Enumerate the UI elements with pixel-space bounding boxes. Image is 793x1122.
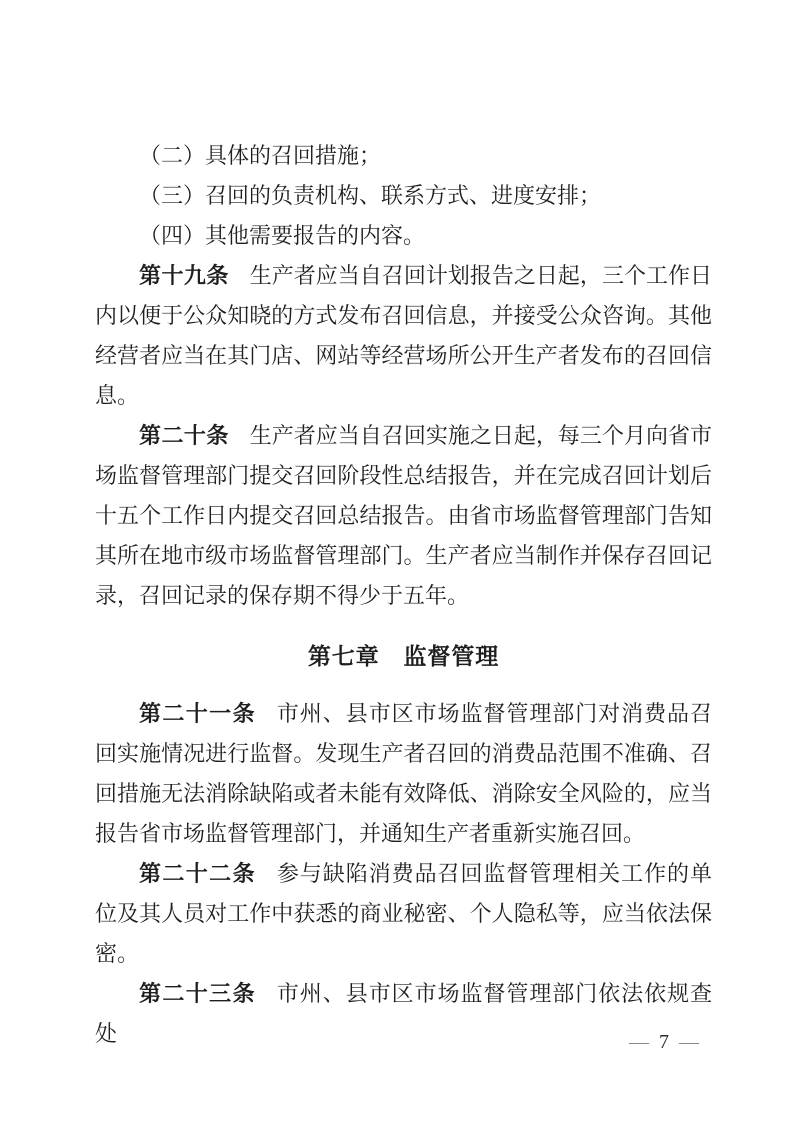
article-number: 第二十条 bbox=[139, 423, 229, 448]
article-paragraph bbox=[95, 416, 712, 616]
article-text: 参与缺陷消费品召回监督管理相关工作的单位及其人员对工作中获悉的商业秘密、个人隐私等，应当依法保密。 bbox=[95, 861, 712, 966]
page-footer bbox=[598, 1030, 730, 1054]
text-block bbox=[95, 136, 712, 1054]
article-paragraph bbox=[95, 256, 712, 416]
article-number: 第二十二条 bbox=[139, 861, 256, 886]
article-number: 第十九条 bbox=[139, 263, 229, 288]
article-number: 第二十三条 bbox=[139, 981, 256, 1006]
page-number: 7 bbox=[659, 1031, 669, 1053]
list-item: （三）召回的负责机构、联系方式、进度安排； bbox=[139, 183, 602, 208]
article-text: 生产者应当自召回计划报告之日起，三个工作日内以便于公众知晓的方式发布召回信息，并接受公众咨询。其他经营者应当在其门店、网站等经营场所公开生产者发布的召回信息。 bbox=[95, 263, 712, 408]
article-text: 市州、县市区市场监督管理部门对消费品召回实施情况进行监督。发现生产者召回的消费品范围不准确、召回措施无法消除缺陷或者未能有效降低、消除安全风险的，应当报告省市场监督管理部门，并通知生产者重新实施召回。 bbox=[95, 701, 712, 846]
page-number-dash-right: — bbox=[679, 1031, 699, 1053]
list-item: （二）具体的召回措施； bbox=[139, 143, 382, 168]
article-paragraph bbox=[95, 694, 712, 854]
article-paragraph bbox=[95, 854, 712, 974]
page-number-dash-left: — bbox=[629, 1031, 649, 1053]
article-text: 市州、县市区市场监督管理部门依法依规查处 bbox=[95, 981, 712, 1046]
list-item: （四）其他需要报告的内容。 bbox=[139, 223, 426, 248]
article-number: 第二十一条 bbox=[139, 701, 256, 726]
chapter-heading: 第七章 监督管理 bbox=[307, 643, 500, 669]
article-text: 生产者应当自召回实施之日起，每三个月向省市场监督管理部门提交召回阶段性总结报告，并在完成召回计划后十五个工作日内提交召回总结报告。由省市场监督管理部门告知其所在地市级市场监督管理部门。生产者应当制作并保存召回记录，召回记录的保存期不得少于五年。 bbox=[95, 423, 712, 608]
